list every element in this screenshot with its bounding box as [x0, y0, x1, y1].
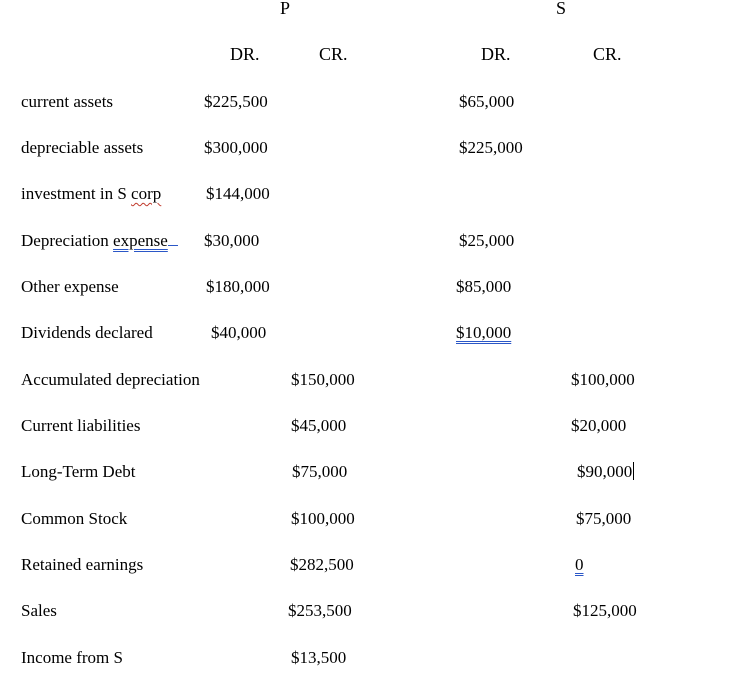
- cell-p-dr: $225,500: [204, 92, 268, 111]
- cell-p-dr: $144,000: [206, 184, 270, 203]
- cell-s-cr: $125,000: [573, 601, 637, 620]
- header-p-dr: DR.: [230, 44, 260, 64]
- cell-s-dr: $65,000: [459, 92, 515, 111]
- cell-p-dr: $300,000: [204, 138, 268, 157]
- cell-p-dr: $30,000: [204, 231, 260, 250]
- cell-p-cr: $282,500: [290, 555, 354, 574]
- cell-s-cr-flagged[interactable]: 0: [575, 555, 584, 574]
- cell-value: $90,000: [577, 462, 633, 481]
- header-s-cr: CR.: [593, 44, 622, 64]
- row-label-current-assets: current assets: [21, 92, 114, 111]
- spellcheck-flagged-word[interactable]: corp: [131, 184, 162, 203]
- row-label-retained-earnings: Retained earnings: [21, 555, 144, 574]
- header-s-dr: DR.: [481, 44, 511, 64]
- header-s: S: [556, 0, 567, 18]
- cell-s-dr: $85,000: [456, 277, 512, 296]
- row-label-income-from-s: Income from S: [21, 648, 123, 667]
- cell-s-dr: $25,000: [459, 231, 515, 250]
- cell-s-dr-flagged[interactable]: $10,000: [456, 323, 512, 342]
- row-label-accumulated-depreciation: Accumulated depreciation: [21, 370, 200, 389]
- cell-p-cr: $253,500: [288, 601, 352, 620]
- cell-s-cr-with-caret[interactable]: [577, 462, 634, 482]
- grammar-flag-underline: [168, 244, 178, 246]
- cell-p-cr: $75,000: [292, 462, 348, 481]
- row-label-long-term-debt: Long-Term Debt: [21, 462, 136, 481]
- cell-p-dr: $180,000: [206, 277, 270, 296]
- header-p-cr: CR.: [319, 44, 348, 64]
- row-label-depreciable-assets: depreciable assets: [21, 138, 144, 157]
- cell-s-cr: $75,000: [576, 509, 632, 528]
- row-label-dividends-declared: Dividends declared: [21, 323, 153, 342]
- cell-p-cr: $150,000: [291, 370, 355, 389]
- row-label-common-stock: Common Stock: [21, 509, 128, 528]
- cell-p-cr: $13,500: [291, 648, 347, 667]
- cell-s-cr: $100,000: [571, 370, 635, 389]
- cell-p-cr: $100,000: [291, 509, 355, 528]
- label-text: investment in S: [21, 184, 132, 203]
- cell-p-dr: $40,000: [211, 323, 267, 342]
- row-label-investment-in-s-corp: [21, 184, 161, 204]
- row-label-sales: Sales: [21, 601, 57, 620]
- cell-p-cr: $45,000: [291, 416, 347, 435]
- grammar-flagged-word[interactable]: expense: [113, 231, 168, 250]
- text-cursor: [633, 462, 634, 480]
- cell-s-cr: $20,000: [571, 416, 627, 435]
- cell-s-dr: $225,000: [459, 138, 523, 157]
- row-label-depreciation-expense: [21, 231, 178, 251]
- row-label-current-liabilities: Current liabilities: [21, 416, 141, 435]
- header-p: P: [280, 0, 291, 18]
- label-text: Depreciation: [21, 231, 114, 250]
- row-label-other-expense: Other expense: [21, 277, 119, 296]
